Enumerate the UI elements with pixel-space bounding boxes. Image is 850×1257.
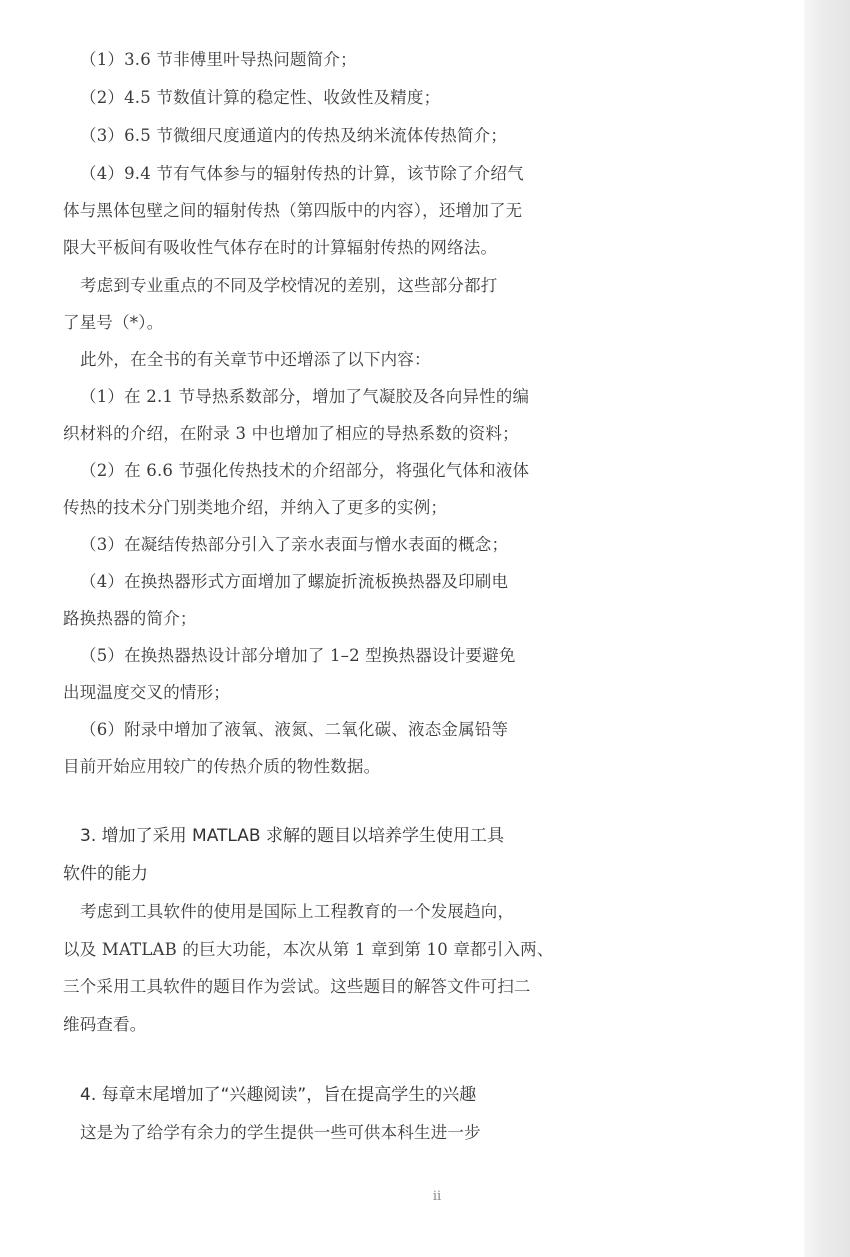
list-item: （6）附录中增加了液氧、液氮、二氧化碳、液态金属铅等	[80, 720, 509, 739]
section-heading: 3. 增加了采用 MATLAB 求解的题目以培养学生使用工具	[80, 826, 504, 846]
text-line: 出现温度交叉的情形；	[63, 683, 230, 702]
text-line: 了星号（*）。	[63, 313, 164, 332]
list-item: （1）在 2.1 节导热系数部分，增加了气凝胶及各向异性的编	[80, 387, 530, 406]
text-line: 传热的技术分门别类地介绍，并纳入了更多的实例；	[63, 498, 448, 517]
list-item: （2）4.5 节数值计算的稳定性、收敛性及精度；	[80, 88, 441, 107]
list-item: （1）3.6 节非傅里叶导热问题简介；	[80, 50, 357, 69]
paragraph-line: 这是为了给学有余力的学生提供一些可供本科生进一步	[80, 1123, 481, 1142]
list-item: （5）在换热器热设计部分增加了 1–2 型换热器设计要避免	[80, 646, 516, 665]
section-heading-cont: 软件的能力	[63, 864, 148, 884]
text-line: 以及 MATLAB 的巨大功能，本次从第 1 章到第 10 章都引入两、	[63, 940, 554, 959]
text-line: 限大平板间有吸收性气体存在时的计算辐射传热的网络法。	[63, 238, 498, 257]
paragraph-line: 此外，在全书的有关章节中还增添了以下内容：	[80, 350, 431, 369]
text-line: 体与黑体包壁之间的辐射传热（第四版中的内容），还增加了无	[63, 201, 523, 220]
text-line: 维码查看。	[63, 1015, 147, 1034]
page-edge-shadow	[804, 0, 850, 1257]
list-item: （2）在 6.6 节强化传热技术的介绍部分，将强化气体和液体	[80, 461, 530, 480]
list-item: （3）6.5 节微细尺度通道内的传热及纳米流体传热简介；	[80, 126, 508, 145]
text-line: 路换热器的简介；	[63, 609, 197, 628]
list-item: （4）9.4 节有气体参与的辐射传热的计算，该节除了介绍气	[80, 164, 524, 183]
page-number: ii	[432, 1189, 442, 1204]
list-item: （4）在换热器形式方面增加了螺旋折流板换热器及印刷电	[80, 572, 509, 591]
text-line: 三个采用工具软件的题目作为尝试。这些题目的解答文件可扫二	[63, 977, 531, 996]
text-line: 目前开始应用较广的传热介质的物性数据。	[63, 757, 381, 776]
section-heading: 4. 每章末尾增加了“兴趣阅读”，旨在提高学生的兴趣	[80, 1085, 477, 1105]
paragraph-line: 考虑到专业重点的不同及学校情况的差别，这些部分都打	[80, 276, 498, 295]
paragraph-line: 考虑到工具软件的使用是国际上工程教育的一个发展趋向，	[80, 902, 515, 921]
text-line: 织材料的介绍，在附录 3 中也增加了相应的导热系数的资料；	[63, 424, 519, 443]
list-item: （3）在凝结传热部分引入了亲水表面与憎水表面的概念；	[80, 535, 509, 554]
